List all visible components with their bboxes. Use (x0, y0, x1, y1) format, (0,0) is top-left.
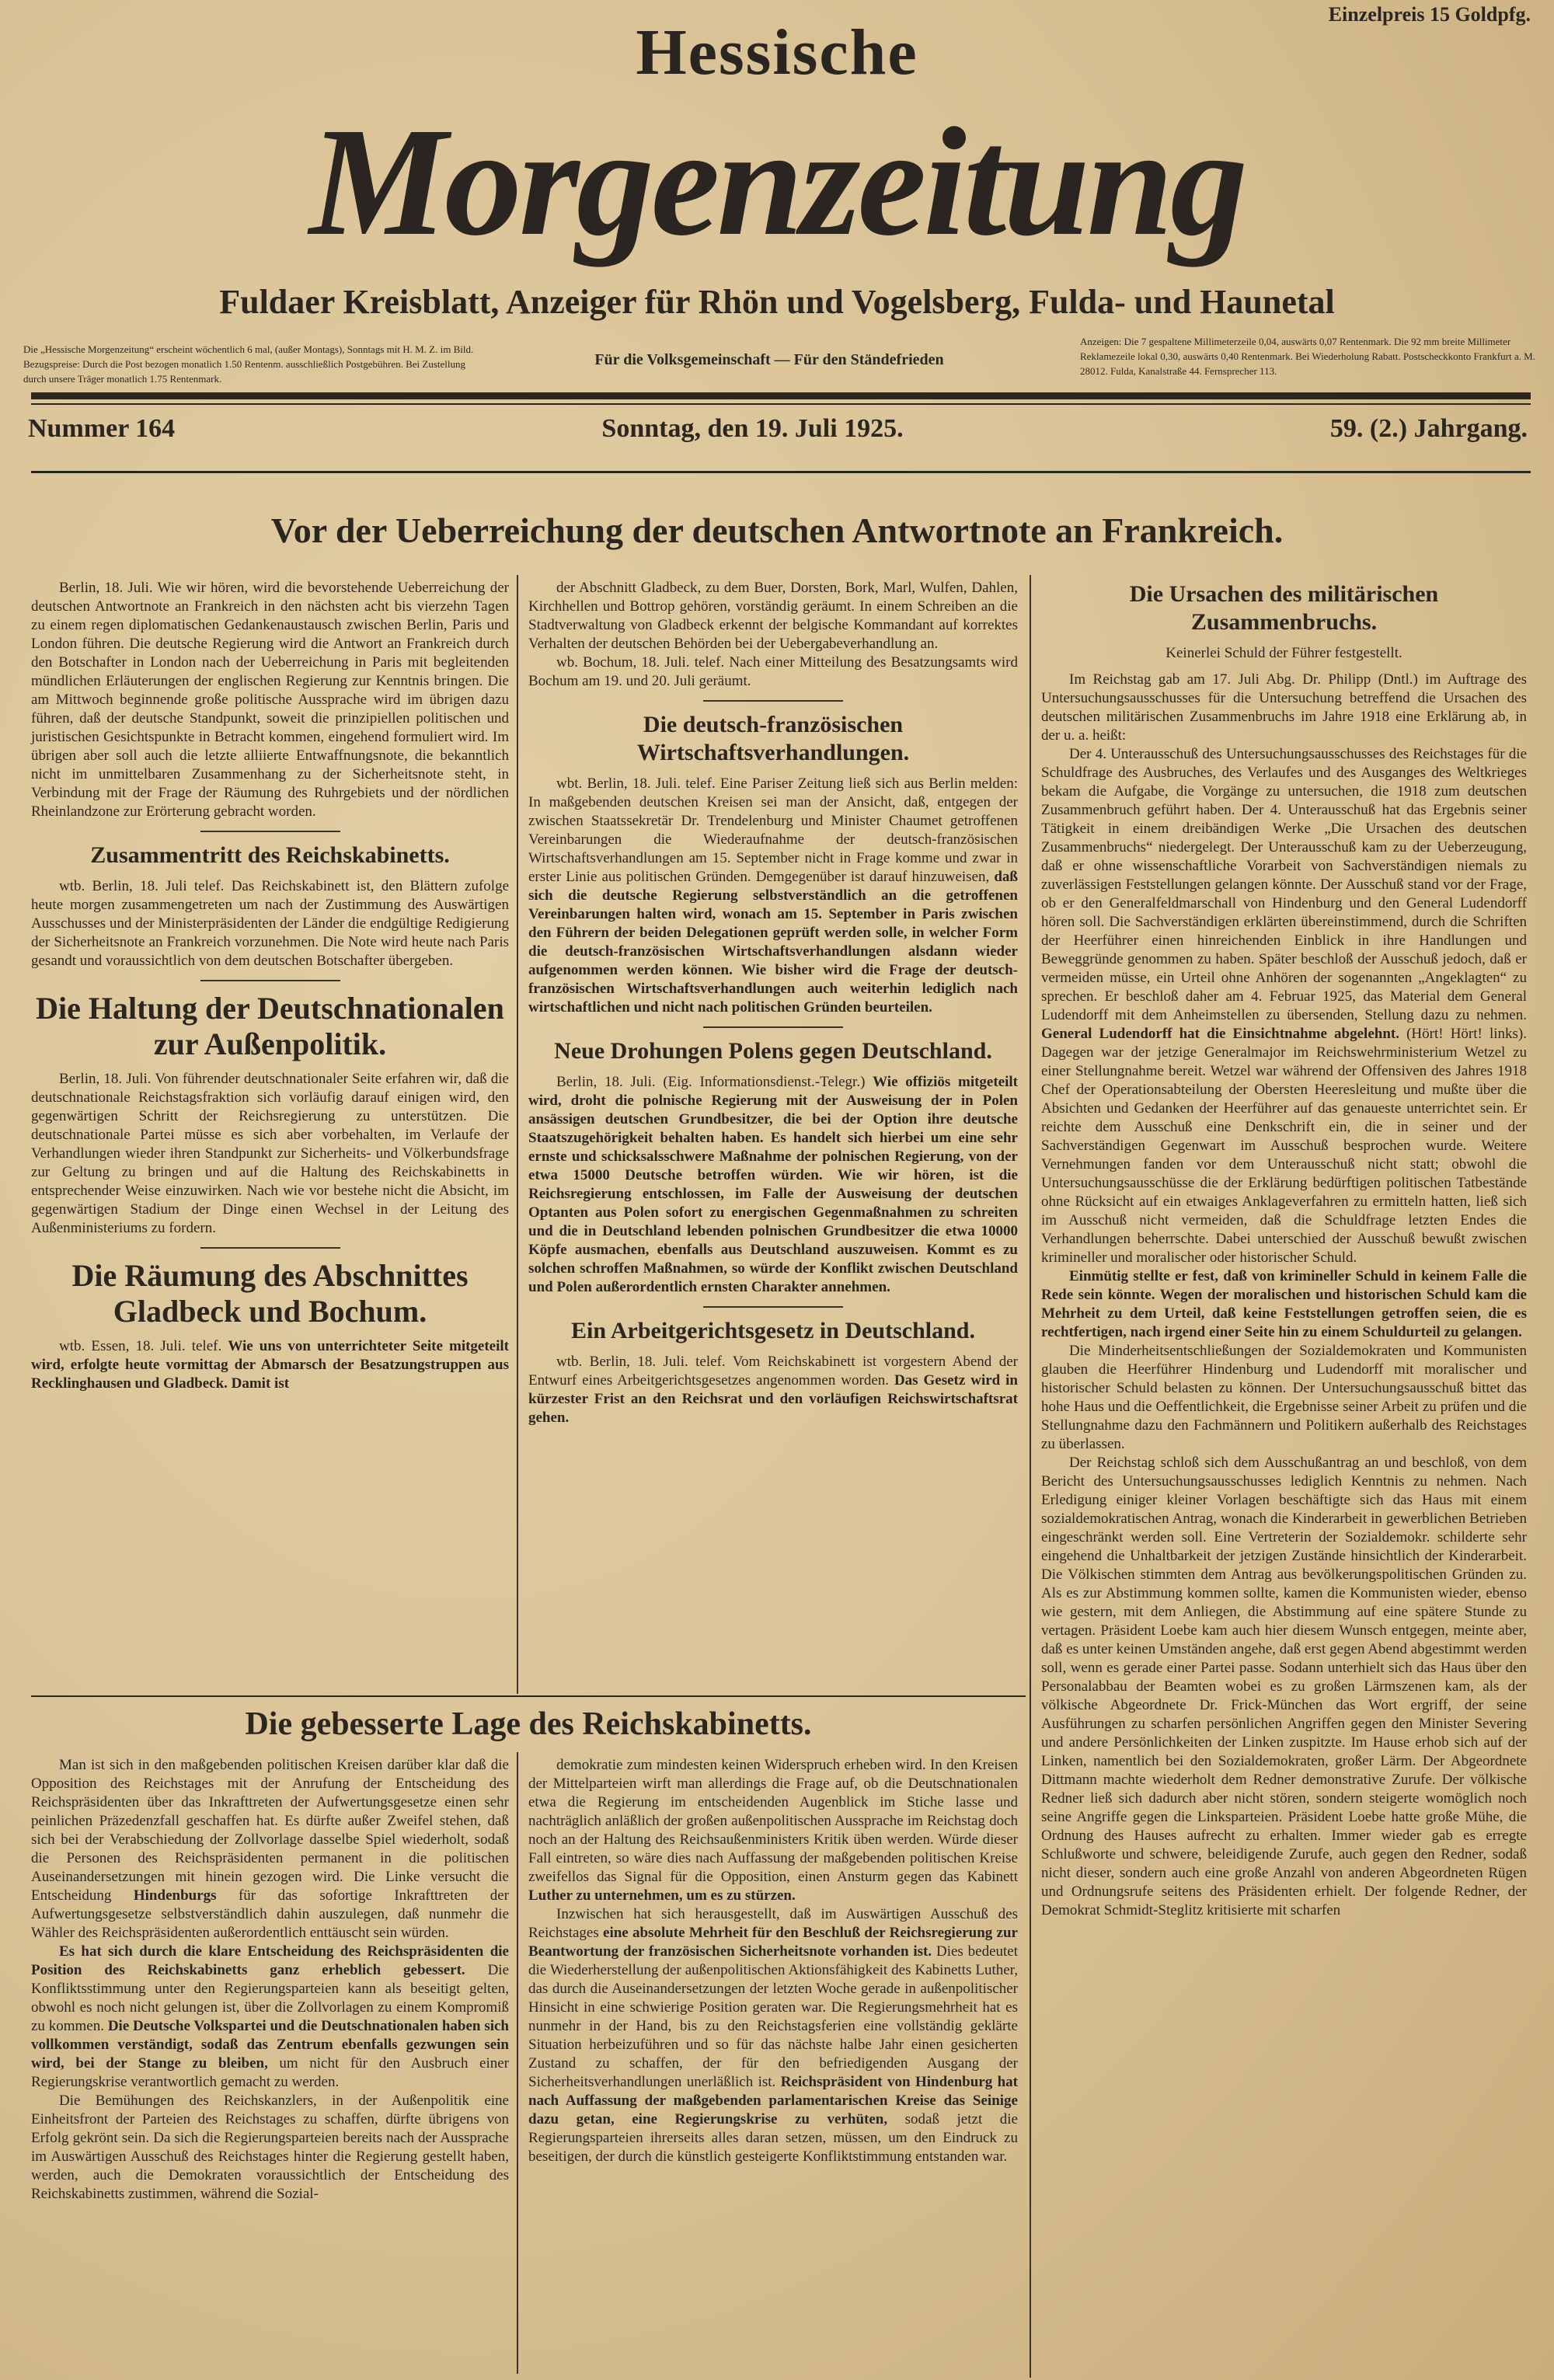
right-column (1041, 571, 1527, 1920)
body-text: wbt. Berlin, 18. Juli. telef. Eine Pariser Zeitung ließ sich aus Berlin melden: In maßgebenden deutschen Kreisen sei man der Ansicht, daß, entgegen der zwischen Staatssekretär Dr. Trendelenburg und Minister Chaumet getroffenen Vereinbarungen die Wiederaufnahme der deutsch-französischen Wirtschaftsverhandlungen am 15. September nicht in Frage komme und zwar in erster Linie aus politischen Gründen. Demgegenüber ist darauf hinzuweisen, (528, 775, 1018, 885)
issue-info-row (28, 412, 1528, 446)
article-deutschnationale (31, 1070, 509, 1238)
body-text: wtb. Berlin, 18. Juli. telef. Vom Reichskabinett ist vorgestern Abend der Entwurf eines Arbeitgerichtsgesetzes angenommen worden. (528, 1354, 1018, 1389)
left-column (31, 579, 509, 1393)
masthead-title-line2: Morgenzeitung (309, 96, 1245, 268)
paragraph (31, 579, 509, 821)
body-text: sodaß jetzt die Regierungsparteien ihrerseits alles daran setzen, müssen, um den Eindruck zu beseitigen, der durch die künstlich gesteigerte Konfliktstimmung entstanden war. (528, 2111, 1018, 2165)
paragraph (31, 1943, 509, 2092)
body-text: Berlin, 18. Juli. (Eig. Informationsdienst.-Telegr.) (556, 1074, 873, 1090)
paragraph (31, 877, 509, 970)
body-text: Berlin, 18. Juli. Von führender deutschnationaler Seite erfahren wir, daß die deutschnationale Reichstagsfraktion sich vorläufig darauf einigen wird, den gegenwärtigen Schritt der Reichsregierung zu unterstützen. Die deutschnationale Partei müsse es sich aber vorbehalten, im Verlaufe der Verhandlungen wieder ihren Standpunkt zur Sicherheits- und Völkerbundsfrage zur Geltung zu bringen und auf die Haltung des Reichskabinetts in entsprechender Weise einzuwirken. Nach wie vor bestehe nicht die Absicht, im gegenwärtigen Stadium der Dinge einen Wechsel in der Leitung des Außenministeriums zu fordern. (31, 1071, 509, 1236)
body-text: Der Reichstag schloß sich dem Ausschußantrag an und beschloß, von dem Bericht des Untersuchungsausschusses lediglich Kenntnis zu nehmen. Nach Erledigung einiger kleiner Vorlagen beschäftigte sich das Haus mit einem sozialdemokratischen Antrag, wonach die Kinderarbeit in gewerblichen Betrieben eingeschränkt werden soll. Eine Vertreterin der Sozialdemokr. schilderte sehr eingehend die Unhaltbarkeit der jetzigen Zustände hinsichtlich der Kinderarbeit. Die Völkischen stimmten dem Antrag aus bevölkerungspolitischen Gründen zu. Als es zur Abstimmung kommen sollte, kamen die Kommunisten wieder, ebenso wie gestern, mit dem Anliegen, die Abstimmung auf eine spätere Stunde zu vertagen. Präsident Loebe kam auch hier diesem Wunsch entgegen, meinte aber, daß es unter keinen Umständen angehe, daß erst gegen Abend abgestimmt werden soll, wenn es gerade einer Partei passe. Sodann unterhielt sich das Haus über den Personalabbau der Beamten wobei es zu großen Lärmszenen kam, als der völkische Abgeordnete Dr. Frick-München das Wort ergriff, der seine Ausführungen zu scharfen persönlichen Angriffen gegen den Minister Severing und andere Persönlichkeiten der Linken zuspitzte. Im Hause erhob sich auf der Linken, namentlich bei den Sozialdemokraten, großer Lärm. Der Abgeordnete Dittmann machte wiederholt dem Redner demonstrative Zurufe. Der völkische Redner ließ sich dadurch aber nicht stören, sondern steigerte womöglich noch seine Angriffe gegen die Linksparteien. Präsident Loebe hatte große Mühe, die Ordnung des Hauses aufrecht zu erhalten. Immer wieder gab es erregte Schlußworte und schwere, beleidigende Zurufe, auch gegen den Redner, sodaß nicht dieser, sondern auch eine große Anzahl von anderen Abgeordneten Rügen und Ordnungsrufe seitens des Präsidenten erhielt. Der folgende Redner, der Demokrat Schmidt-Steglitz kritisierte mit scharfen (1041, 1455, 1527, 1918)
paragraph (528, 1905, 1018, 2166)
bold-text: Hindenburgs (133, 1887, 217, 1904)
article-separator (200, 831, 340, 832)
body-text: Die Konfliktsstimmung unter den Regierungsparteien kann als beseitigt gelten, obwohl es noch nicht gelungen ist, über die Zollvorlagen zu einem Kompromiß zu kommen. (31, 1962, 509, 2034)
paragraph (1041, 1342, 1527, 1454)
body-text: der Abschnitt Gladbeck, zu dem Buer, Dorsten, Bork, Marl, Wulfen, Dahlen, Kirchhellen und Bottrop gehören, vorständig geräumt. In einem Schreiben an die Stadtverwaltung von Gladbeck erkennt der belgische Kommandant auf korrektes Verhalten der deutschen Behörden bei der Uebergabeverhandlung an. (528, 580, 1018, 652)
column-divider (517, 575, 518, 1694)
bold-text: Wie offiziös mitgeteilt wird, droht die polnische Regierung mit der Ausweisung der in Polen ansässigen deutschen Grundbesitzer, die bei der Option ihre deutsche Staatszugehörigkeit behalten haben. Es handelt sich hierbei um eine sehr ernste und schicksalsschwere Maßnahme der polnischen Regierung, von der etwa 15000 Deutsche betroffen würden. Wie wir hören, ist die Reichsregierung entschlossen, im Falle der Ausweisung der deutschen Optanten aus Polen sofort zu energischen Gegenmaßnahmen zu schreiten und die in Deutschland lebenden polnischen Grundbesitzer die etwa 10000 Köpfe ausmachen, ebenfalls aus Deutschland auszuweisen. Kommt es zu solchen schroffen Maßnahmen, so würde der Konflikt zwischen Deutschland und Polen außerordentlich ernsten Charakter annehmen. (528, 1074, 1018, 1295)
column-divider (1030, 575, 1031, 2378)
body-text: für das sofortige Inkrafttreten der Aufwertungsgesetze selbstverständlich dahin auszulegen, daß nunmehr die Wähler des Reichspräsidenten außerordentlich enttäuscht sein würden. (31, 1887, 509, 1941)
article-headline: Neue Drohungen Polens gegen Deutschland. (554, 1038, 992, 1064)
body-text: Die Minderheitsentschließungen der Sozialdemokraten und Kommunisten glauben die Heerführer Hindenburg und Ludendorff mit moralischer und historischer Schuld belasten zu können. Der Untersuchungsausschuß bittet das hohe Haus und die Oeffentlichkeit, die Ergebnisse seiner Arbeit zu prüfen und die Stellungnahme dazu den Fachmännern und Politikern außerhalb des Reichstages zu überlassen. (1041, 1343, 1527, 1452)
article-headline: Die Haltung der Deutschnationalen zur Außenpolitik. (36, 991, 504, 1061)
bottom-column-2 (528, 1756, 1018, 2166)
body-text: (Hört! Hört! links). Dagegen war der jetzige Generalmajor im Reichswehrministerium Wetzel zu einer Stellungnahme bereit. Wetzel war während der Offensiven des Jahres 1918 Chef der Operationsabteilung der Obersten Heeresleitung und mußte über die Absichten und Gedanken der Heerführer auf das genaueste unterrichtet sein. Er reichte dem Ausschuß eine Denkschrift ein, die in seiner und der Sachverständigen Gegenwart im Ausschuß besprochen wurde. Weitere Vernehmungen fanden vor dem Unterausschuß nicht statt; obwohl die Untersuchungsausschüsse die der Erklärung bedürftigen politischen Tatbestände ohne Rücksicht auf ein etwaiges Anklageverfahren zu ermitteln hatten, ließ sich im Ausschuß nicht vermeiden, daß die Schuldfrage letzten Endes die Verhandlungen beherrschte. Dabei unterschied der Ausschuß bewußt zwischen krimineller und moralischer oder historischer Schuld. (1041, 1026, 1527, 1266)
masthead-title-line1: Hessische (636, 16, 918, 89)
article-wirtschaftsverhandlungen (528, 775, 1018, 1017)
body-text: Die Bemühungen des Reichskanzlers, in der Außenpolitik eine Einheitsfront der Parteien des Reichstages zu schaffen, dürfte übrigens von Erfolg gekrönt sein. Da sich die Regierungsparteien bereits nach der Aussprache im Auswärtigen Ausschuß des Reichstages hinter die Regierung gestellt haben, werden, auch die Demokraten voraussichtlich der Entscheidung des Reichskabinetts zustimmen, während die Sozial- (31, 2093, 509, 2202)
bold-text: Einmütig stellte er fest, daß von krimineller Schuld in keinem Falle die Rede sein könnte. Wegen der moralischen und historischen Schuld kam die Mehrheit zu dem Urteil, daß keine Feststellungen getroffen seien, die es rechtfertigen, nach irgend einer Seite hin zu einem Schuldurteil zu gelangen. (1041, 1268, 1527, 1340)
article-polen (528, 1073, 1018, 1297)
article-separator (703, 700, 843, 702)
paragraph (31, 1337, 509, 1393)
masthead-motto: Für die Volksgemeinschaft — Für den Ständefrieden (594, 351, 944, 368)
price-label: Einzelpreis 15 Goldpfg. (1328, 3, 1531, 26)
article-gebesserte-lage-continued (528, 1756, 1018, 2166)
article-separator (703, 1026, 843, 1028)
paragraph (528, 579, 1018, 653)
bold-text: eine absolute Mehrheit für den Beschluß der Reichsregierung zur Beantwortung der französischen Sicherheitsnote vorhanden ist. (528, 1925, 1018, 1960)
body-text: Der 4. Unterausschuß des Untersuchungsausschusses des Reichstages für die Schuldfrage des Ausbruches, des Verlaufes und des Ausganges des Weltkrieges bekam die Aufgabe, die Vorgänge zu untersuchen, die 1918 zum deutschen Zusammenbruch geführt haben. Der 4. Unterausschuß hat das Ergebnis seiner Tätigkeit in einem dreibändigen Werke „Die Ursachen des deutschen Zusammenbruchs“ niedergelegt. Der Unterausschuß kam zu der Ueberzeugung, daß er ohne wissenschaftliche Vorarbeit von Sachverständigen niemals zu zuverlässigen Feststellungen gelangen könnte. Der Ausschuß stand vor der Frage, ob er den Generalfeldmarschall von Hindenburg und den General Ludendorff hören soll. Die Sachverständigen erklärten übereinstimmend, durch die Schriften der Heerführer einen hinreichenden Einblick in ihre Handlungen und Beweggründe genommen zu haben. Später beschloß der Ausschuß jedoch, daß er vermeiden müsse, ein Urteil ohne Anhören der sogenannten „Angeklagten“ zu sprechen. Er beschloß daher am 4. Februar 1925, das Material dem General Ludendorff mit dem Anheimstellen zu übersenden, Stellung dazu zu nehmen. (1041, 746, 1527, 1023)
article-zusammenbruch (1041, 671, 1527, 1920)
article-antwortnote (31, 579, 509, 821)
paragraph (31, 1756, 509, 1943)
body-text: wtb. Essen, 18. Juli. telef. (59, 1338, 228, 1354)
bold-text: daß sich die deutsche Regierung selbstverständlich an die getroffenen Vereinbarungen halten wird, wonach am 15. September in Paris zwischen den Führern der beiden Delegationen geprüft werden solle, in welcher Form die deutsch-französischen Wirtschaftsverhandlungen alsdann wieder aufgenommen werden können. Wie bisher wird die Frage der deutsch-französischen Wirtschaftsverhandlungen auch weiterhin lediglich nach wirtschaftlichen und nicht nach politischen Gründen beurteilen. (528, 869, 1018, 1016)
article-separator (200, 980, 340, 981)
paragraph (1041, 1267, 1527, 1342)
paragraph (31, 2092, 509, 2204)
bold-text: Das Gesetz wird in kürzester Frist an den Reichsrat und den vorläufigen Reichswirtschaftsrat gehen. (528, 1372, 1018, 1426)
bottom-column-1 (31, 1756, 509, 2204)
bottom-headline: Die gebesserte Lage des Reichskabinetts. (245, 1706, 812, 1742)
paragraph (528, 1073, 1018, 1297)
masthead-rule (31, 392, 1531, 399)
main-headline: Vor der Ueberreichung der deutschen Antwortnote an Frankreich. (270, 510, 1284, 550)
advertising-info: Anzeigen: Die 7 gespaltene Millimeterzeile 0,04, auswärts 0,07 Rentenmark. Die 92 mm breite Millimeter Reklamezeile lokal 0,30, auswärts 0,40 Rentenmark. Bei Wiederholung Rabatt. Postscheckkonto Frankfurt a. M. 28012. Fulda, Kanalstraße 44. Fernsprecher 113. (1080, 336, 1535, 377)
paragraph (1041, 1454, 1527, 1920)
article-separator (200, 1247, 340, 1249)
body-text: wb. Bochum, 18. Juli. telef. Nach einer Mitteilung des Besatzungsamts wird Bochum am 19. und 20. Juli geräumt. (528, 654, 1018, 689)
bold-text: Reichspräsident von Hindenburg hat nach Auffassung der maßgebenden parlamentarischen Kreise das Seinige dazu getan, eine Regierungskrise zu verhüten, (528, 2074, 1018, 2127)
subscription-info: Die „Hessische Morgenzeitung“ erscheint wöchentlich 6 mal, (außer Montags), Sonntags mit H. M. Z. im Bild. Bezugspreise: Durch die Post bezogen monatlich 1.50 Rentenm. ausschließlich Postgebühren. Bei Zustellung durch unsere Träger monatlich 1.75 Rentenmark. (23, 343, 474, 385)
section-rule (31, 1695, 1026, 1697)
issue-date: Sonntag, den 19. Juli 1925. (601, 414, 904, 443)
body-text: Im Reichstag gab am 17. Juli Abg. Dr. Philipp (Dntl.) im Auftrage des Untersuchungsausschusses für die Untersuchung betreffend die Ursachen des deutschen militärischen Zusammenbruchs im Jahre 1918 eine Erklärung ab, in der u. a. heißt: (1041, 671, 1527, 744)
bold-text: General Ludendorff hat die Einsichtnahme abgelehnt. (1041, 1026, 1399, 1042)
article-headline: Ein Arbeitgerichtsgesetz in Deutschland. (571, 1318, 975, 1343)
body-text: wtb. Berlin, 18. Juli telef. Das Reichskabinett ist, den Blättern zufolge heute morgen zusammengetreten um nach der Zustimmung des Auswärtigen Ausschusses und der Ministerpräsidenten der Länder die endgültige Redigierung der Sicherheitsnote an Frankreich vorzunehmen. Die Note wird heute nach Paris gesandt und voraussichtlich von dem deutschen Botschafter übergeben. (31, 878, 509, 969)
article-reichskabinett (31, 877, 509, 970)
article-headline: Die Ursachen des militärischen Zusammenbruchs. (1129, 581, 1439, 635)
issue-volume: 59. (2.) Jahrgang. (1329, 414, 1528, 443)
paragraph (1041, 745, 1527, 1267)
article-arbeitgerichtsgesetz (528, 1353, 1018, 1427)
paragraph (31, 1070, 509, 1238)
paragraph (528, 1353, 1018, 1427)
article-headline: Die Räumung des Abschnittes Gladbeck und Bochum. (71, 1258, 469, 1329)
article-raeumung-continued (528, 579, 1018, 691)
body-text: demokratie zum mindesten keinen Widerspruch erheben wird. In den Kreisen der Mittelparteien wirft man allerdings die Frage auf, ob die Deutschnationalen etwa die Regierung im entscheidenden Augenblick im Stiche lasse und nachträglich anläßlich der großen außenpolitischen Aussprache im Reichstag doch noch an der Haltung des Reichsaußenministers Kritik üben werden. Würde dieser Fall eintreten, so wäre dies nach Auffassung der maßgebenden politischen Kreise zweifellos das Signal für die Opposition, einen Ansturm gegen das Kabinett (528, 1757, 1018, 1885)
bold-text: Es hat sich durch die klare Entscheidung des Reichspräsidenten die Position des Reichskabinetts ganz erheblich gebessert. (31, 1943, 509, 1978)
masthead-subtitle: Fuldaer Kreisblatt, Anzeiger für Rhön und Vogelsberg, Fulda- und Haunetal (219, 283, 1335, 321)
bold-text: Die Deutsche Volkspartei und die Deutschnationalen haben sich vollkommen verständigt, sodaß das Zentrum ebenfalls gezwungen sein wird, bei der Stange zu bleiben, (31, 2018, 509, 2072)
body-text: Inzwischen hat sich herausgestellt, daß im Auswärtigen Ausschuß des Reichstages (528, 1906, 1018, 1941)
article-gebesserte-lage (31, 1756, 509, 2204)
body-text: Dies bedeutet die Wiederherstellung der außenpolitischen Aktionsfähigkeit des Kabinetts Luther, das durch die Auseinandersetzungen der letzten Woche gerade in außenpolitischer Hinsicht in eine schwierige Position geraten war. Die Regierungsmehrheit hat es nunmehr in der Hand, bis zu den Reichstagsferien eine vollständig geklärte Situation herbeizuführen und so für das nächste halbe Jahr einen gesicherten Zustand zu schaffen, der für den befriedigenden Ausgang der Sicherheitsverhandlungen unerläßlich ist. (528, 1943, 1018, 2090)
article-separator (703, 1306, 843, 1308)
paragraph (528, 653, 1018, 691)
date-rule (31, 471, 1531, 473)
paragraph (528, 775, 1018, 1017)
middle-column (528, 579, 1018, 1427)
article-headline: Zusammentritt des Reichskabinetts. (90, 842, 450, 868)
article-headline: Die deutsch-französischen Wirtschaftsverhandlungen. (636, 712, 910, 765)
body-text: Berlin, 18. Juli. Wie wir hören, wird die bevorstehende Ueberreichung der deutschen Antwortnote an Frankreich in den nächsten acht bis vierzehn Tagen zu einem regen diplomatischen Gedankenaustausch zwischen Berlin, Paris und London führen. Die deutsche Regierung wird die Antwort an Frankreich durch den Botschafter in London nach der Ueberreichung in Paris mit begleitenden mündlichen Erläuterungen der englischen Regierung zur Kenntnis bringen. Die am Mittwoch beginnende große politische Aussprache wird im übrigen dazu führen, daß der deutsche Standpunkt, soweit die prinzipiellen politischen und juristischen Gesichtspunkte in Betracht kommen, eingehend formuliert wird. Im übrigen aber soll auch die letzte alliierte Entwaffnungsnote, die bekanntlich nicht im unmittelbaren Zusammenhang zu der Sicherheitsnote steht, in Verbindung mit der Frage der Räumung des Ruhrgebiets und der nördlichen Rheinlandzone zur Erörterung gebracht worden. (31, 580, 509, 820)
article-raeumung (31, 1337, 509, 1393)
bold-text: Luther zu unternehmen, um es zu stürzen. (528, 1887, 796, 1904)
body-text: um nicht für den Ausbruch einer Regierungskrise verantwortlich gemacht zu werden. (31, 2055, 510, 2090)
paragraph (528, 1756, 1018, 1905)
masthead-rule-thin (31, 403, 1531, 405)
bold-text: Wie uns von unterrichteter Seite mitgeteilt wird, erfolgte heute vormittag der Abmarsch der Besatzungstruppen aus Recklinghausen und Gladbeck. Damit ist (31, 1338, 509, 1392)
body-text: Man ist sich in den maßgebenden politischen Kreisen darüber klar daß die Opposition des Reichstages mit der Anrufung der Entscheidung des Reichspräsidenten über das Inkrafttreten der Aufwertungsgesetze einen sehr peinlichen Präzedenzfall geschaffen hat. Es dürfte außer Zweifel stehen, daß sich bei der Verabschiedung der Zollvorlage dasselbe Spiel wiederholt, sodaß die Personen des Reichspräsidenten permanent in die politischen Auseinandersetzungen mit hinein gezogen wird. Die Linke versucht die Entscheidung (31, 1757, 509, 1904)
paragraph (1041, 671, 1527, 745)
article-subheadline: Keinerlei Schuld der Führer festgestellt. (1166, 645, 1402, 661)
issue-number: Nummer 164 (28, 414, 176, 443)
column-divider (517, 1752, 518, 2374)
